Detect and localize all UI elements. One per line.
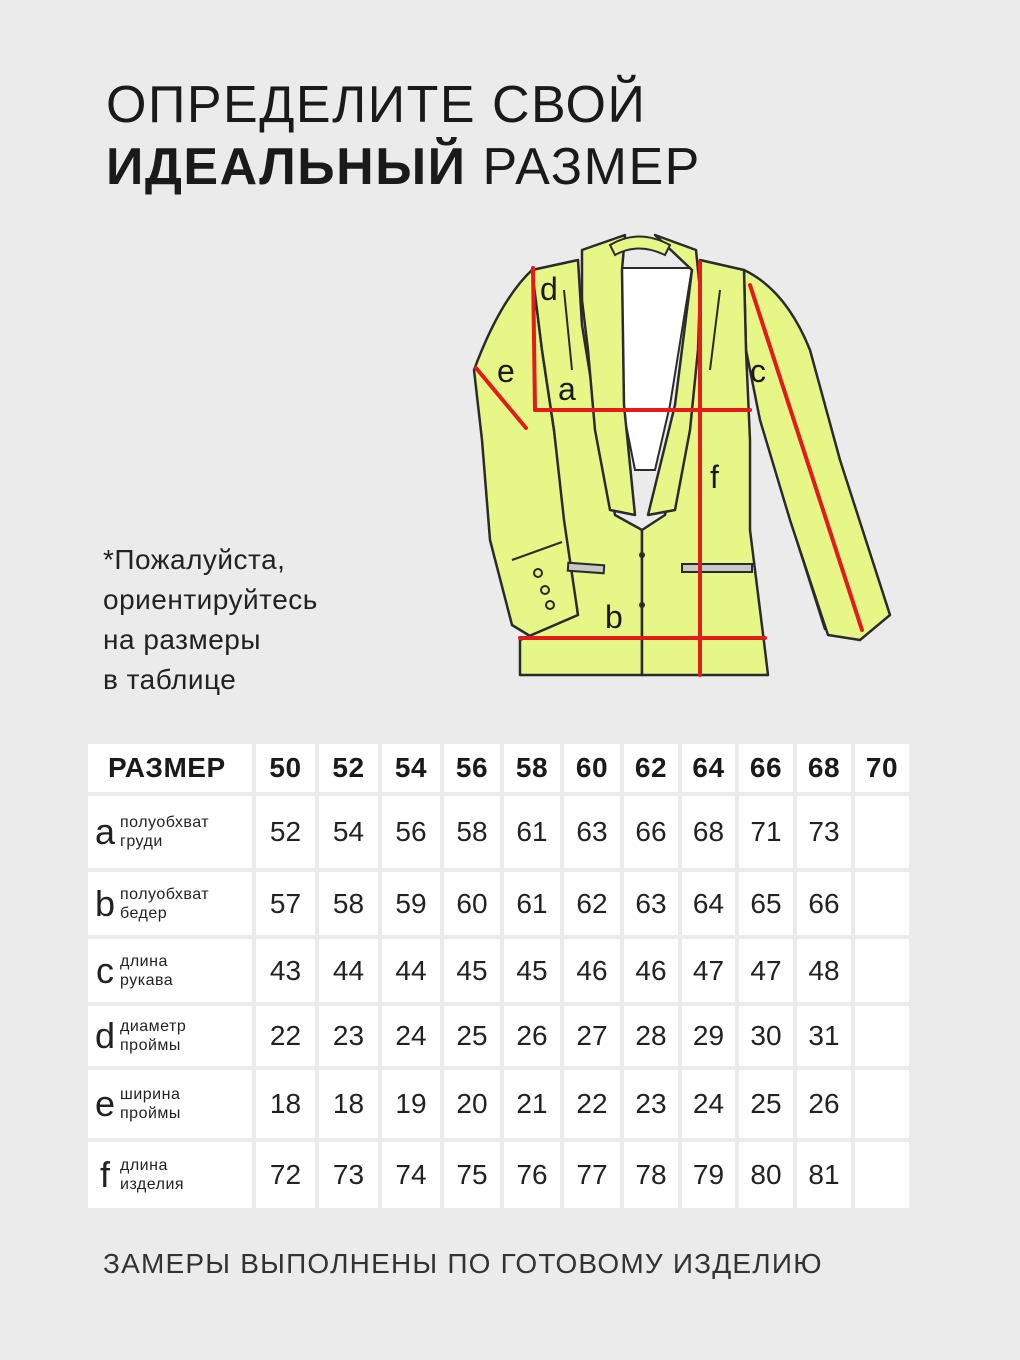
table-cell: 60	[444, 872, 500, 935]
row-description	[120, 1017, 186, 1055]
table-cell: 24	[682, 1070, 735, 1138]
page-title	[106, 74, 701, 198]
table-row	[88, 1142, 909, 1208]
size-header-cell: 68	[797, 744, 851, 792]
jacket-body	[474, 235, 890, 675]
table-cell: 58	[444, 796, 500, 868]
front-button	[639, 552, 645, 558]
table-row	[88, 872, 909, 935]
row-description-line: проймы	[120, 1037, 181, 1054]
title-line-2-rest: РАЗМЕР	[466, 138, 701, 196]
table-cell: 26	[797, 1070, 851, 1138]
size-table	[84, 740, 913, 1212]
table-cell: 57	[256, 872, 315, 935]
table-cell: 43	[256, 939, 315, 1002]
row-label	[88, 872, 252, 935]
row-letter: a	[94, 811, 116, 852]
table-cell: 58	[319, 872, 378, 935]
table-cell: 61	[504, 796, 560, 868]
row-letter: e	[94, 1083, 116, 1124]
table-cell: 47	[682, 939, 735, 1002]
table-cell: 44	[319, 939, 378, 1002]
table-cell: 45	[444, 939, 500, 1002]
table-cell: 66	[624, 796, 678, 868]
row-description-line: длина	[120, 1157, 168, 1174]
table-cell: 46	[624, 939, 678, 1002]
table-cell: 52	[256, 796, 315, 868]
table-cell: 79	[682, 1142, 735, 1208]
table-cell: 63	[564, 796, 620, 868]
row-description-line: бедер	[120, 904, 168, 922]
table-cell: 23	[624, 1070, 678, 1138]
table-cell: 29	[682, 1006, 735, 1066]
row-label	[88, 1070, 252, 1138]
size-header-cell: 62	[624, 744, 678, 792]
table-cell: 28	[624, 1006, 678, 1066]
table-cell	[855, 872, 909, 935]
size-header-cell: 52	[319, 744, 378, 792]
label-d: d	[540, 271, 558, 307]
table-cell: 22	[564, 1070, 620, 1138]
row-label	[88, 1006, 252, 1066]
table-cell: 46	[564, 939, 620, 1002]
title-line-1: ОПРЕДЕЛИТЕ СВОЙ	[106, 76, 647, 134]
size-header-cell: 50	[256, 744, 315, 792]
table-cell: 26	[504, 1006, 560, 1066]
table-cell: 18	[256, 1070, 315, 1138]
table-cell: 62	[564, 872, 620, 935]
row-letter: d	[94, 1015, 116, 1056]
size-header-label: РАЗМЕР	[88, 744, 252, 792]
table-cell: 47	[739, 939, 793, 1002]
size-header-cell: 56	[444, 744, 500, 792]
size-note	[103, 540, 318, 700]
table-cell: 30	[739, 1006, 793, 1066]
size-header-cell: 64	[682, 744, 735, 792]
left-pocket	[568, 563, 604, 573]
row-label	[88, 939, 252, 1002]
label-c: c	[750, 353, 766, 389]
table-cell: 45	[504, 939, 560, 1002]
note-line: в таблице	[103, 664, 237, 695]
table-cell: 73	[797, 796, 851, 868]
table-cell	[855, 796, 909, 868]
table-cell	[855, 1070, 909, 1138]
table-cell: 73	[319, 1142, 378, 1208]
row-description-line: полуобхват	[120, 814, 210, 831]
table-cell: 18	[319, 1070, 378, 1138]
table-cell: 68	[682, 796, 735, 868]
row-letter: c	[96, 949, 114, 991]
table-cell: 65	[739, 872, 793, 935]
measure-line-c	[750, 285, 862, 630]
table-cell: 71	[739, 796, 793, 868]
jacket-measurement-diagram	[460, 230, 900, 690]
row-description	[120, 1156, 184, 1194]
table-cell: 22	[256, 1006, 315, 1066]
row-description	[120, 885, 209, 923]
row-description-line: диаметр	[120, 1018, 187, 1035]
table-row	[88, 1070, 909, 1138]
right-pocket	[682, 564, 752, 572]
label-e: e	[497, 353, 515, 389]
table-cell	[855, 1142, 909, 1208]
front-button	[639, 602, 645, 608]
note-line: на размеры	[103, 624, 262, 655]
row-description-line: груди	[120, 833, 163, 850]
table-cell: 74	[382, 1142, 440, 1208]
table-cell: 78	[624, 1142, 678, 1208]
table-cell: 80	[739, 1142, 793, 1208]
table-cell: 77	[564, 1142, 620, 1208]
row-description-line: длина	[120, 952, 168, 970]
table-cell: 19	[382, 1070, 440, 1138]
row-letter: f	[99, 1154, 110, 1195]
row-label	[88, 796, 252, 868]
size-header-cell: 54	[382, 744, 440, 792]
note-line: ориентируйтесь	[103, 584, 318, 615]
table-cell: 76	[504, 1142, 560, 1208]
footer-note: ЗАМЕРЫ ВЫПОЛНЕНЫ ПО ГОТОВОМУ ИЗДЕЛИЮ	[103, 1248, 823, 1279]
row-description-line: изделия	[120, 1176, 185, 1193]
label-b: b	[605, 599, 623, 635]
table-cell: 63	[624, 872, 678, 935]
table-cell: 54	[319, 796, 378, 868]
label-f: f	[710, 459, 719, 495]
right-sleeve	[744, 270, 890, 640]
row-label	[88, 1142, 252, 1208]
table-row	[88, 939, 909, 1002]
table-cell: 75	[444, 1142, 500, 1208]
table-row	[88, 796, 909, 868]
row-description-line: ширина	[120, 1086, 181, 1103]
table-cell	[855, 939, 909, 1002]
table-cell: 59	[382, 872, 440, 935]
table-cell: 25	[739, 1070, 793, 1138]
size-header-cell: 70	[855, 744, 909, 792]
row-description-line: проймы	[120, 1105, 181, 1122]
row-description	[120, 813, 209, 851]
table-cell: 66	[797, 872, 851, 935]
measure-line-d	[533, 268, 535, 410]
table-row	[88, 1006, 909, 1066]
table-cell: 48	[797, 939, 851, 1002]
size-header-row	[88, 744, 909, 792]
table-cell: 25	[444, 1006, 500, 1066]
row-description-line: рукава	[120, 971, 174, 989]
table-cell: 61	[504, 872, 560, 935]
table-cell: 21	[504, 1070, 560, 1138]
row-description-line: полуобхват	[120, 885, 210, 903]
row-description	[120, 1085, 181, 1123]
size-header-cell: 58	[504, 744, 560, 792]
table-cell: 23	[319, 1006, 378, 1066]
note-line: *Пожалуйста,	[103, 544, 286, 575]
table-cell: 24	[382, 1006, 440, 1066]
table-cell: 64	[682, 872, 735, 935]
table-cell: 56	[382, 796, 440, 868]
table-cell: 27	[564, 1006, 620, 1066]
table-cell: 20	[444, 1070, 500, 1138]
table-cell: 81	[797, 1142, 851, 1208]
table-cell: 44	[382, 939, 440, 1002]
row-description	[120, 952, 173, 990]
size-header-cell: 60	[564, 744, 620, 792]
table-cell	[855, 1006, 909, 1066]
label-a: a	[558, 371, 576, 407]
row-letter: b	[94, 882, 116, 924]
title-line-2-bold: ИДЕАЛЬНЫЙ	[106, 138, 467, 196]
table-cell: 31	[797, 1006, 851, 1066]
table-cell: 72	[256, 1142, 315, 1208]
size-header-cell: 66	[739, 744, 793, 792]
